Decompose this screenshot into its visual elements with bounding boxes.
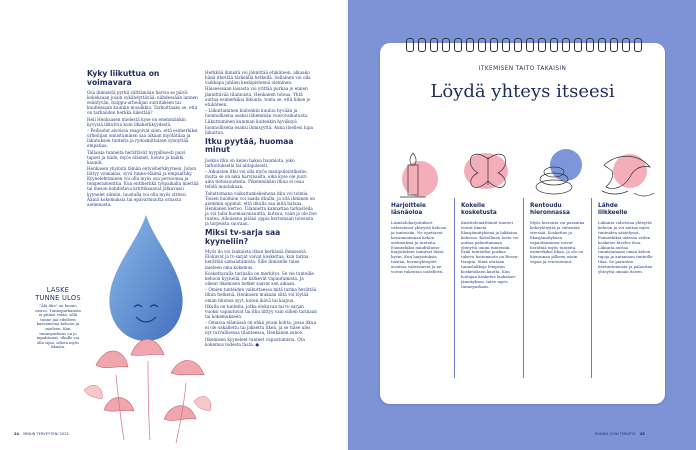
paragraph: – Peilisolut aivoissa reagoivat siien, että esimerkiksi urheilijan onnistuminen saa aikaan myötätilaa ja liikutuksen tunteita ja rydosmittaisen synnyttää empatiaa. <box>87 128 198 149</box>
magazine-name: KUINKA VOIN TERVEYS <box>595 432 636 436</box>
paragraph: Joskus itku on keino hakea huomiota, joko tarkoituksella tai alitajuisesti. <box>205 157 295 168</box>
paragraph: Itkemisen kyyneleet tunteet vapautumista. Ota kokemus todesta tästä. ● <box>205 336 305 347</box>
candle-illustration <box>386 135 450 205</box>
card-title <box>461 203 497 216</box>
paragraph: Heli Henksasen mielestä kyse on enemmänkin kyvystä liikuttua kuin ilkaherkkyydestä. <box>87 116 186 127</box>
binder-ring <box>406 38 414 52</box>
paragraph: Henkasen yhyitstä tämän entyisherkkyyteen. Johon liittyy voimakas, syvä tunne-eläimä ja empaattiky. Kyynelehtiminen voi olla myös osa persoonaa ja temperamenttia. Kun entiherkkä työpaikalla miettää tai meson kohdistava kriittiksaavat jatkavassi kyynelet silmiin, taustalla voi olla myös stressi. Ääniä kokemuksia tai epävarmuutta ornasta aiemmasta. <box>87 166 199 207</box>
card-title-line1: Harjoittele <box>391 203 426 209</box>
binder-ring <box>610 38 618 52</box>
card-title-line2: liikkeelle <box>598 209 628 216</box>
binder-ring <box>466 38 474 52</box>
binder-ring <box>586 38 594 52</box>
binder-ring <box>418 38 426 52</box>
card-title <box>391 203 426 216</box>
paragraph: Osa ihmisistä pyrkii välttämään harvia se päivä kokeksaan joiain sykähdyttävää: nähdessään lannen esiintyvän, huippu-urheilijan suoritaksen tai kuullessaan kauniin musiikkia. Tarkoittaako se, että on tarhaiiden herkkä liikettää? <box>87 90 198 116</box>
sidebar-title-line2: TUNNE ULOS <box>35 293 81 302</box>
paragraph: Tällaisia tunneita herättävät nyypillisesti paivi tapset ja taide, myös eläimet, luonto ja kaikki kauniit. <box>87 149 186 165</box>
right-footer <box>595 432 645 436</box>
card-title-line1: Lähde <box>598 203 618 209</box>
binder-ring <box>490 38 498 52</box>
paragraph: Liikuttuminen kumman kuitenkin hyväksyä luonnollisena osaksi ihmisyyttä. Anna itsellesi lupa liikuttua. <box>205 119 313 135</box>
card-body: Käsittelemättömät tunteet voivat ilmetä lihasjännityksinä ja lukkoina kehossa. Kehollinen hoito voi auttaa palauttamaan yhteyttä omiin tunteisiin. Erää tunteiden purkua tukeva hoitomuoto on Rosen-terapia. Siinä avataan tunnelukkoja lempeän kosketuksen kautta. Kun hoitajan kosketus laukaisee jännityksen, tulee myös tunnepurkaus. <box>461 220 519 289</box>
card-title-line2: läsnäoloa <box>391 209 423 216</box>
paragraph: Koskettavalla tarinalla on merkitys. Se vie tunteille kehoon kyyneliä, ne kätkevät vapautumista. Ja oikeat itkemisen hetket saavat sen aikaan. <box>205 270 314 287</box>
card-title-line1: Kokeile <box>461 203 485 209</box>
binder-ring <box>634 38 642 52</box>
card-title-line2: hieronnassa <box>530 209 570 216</box>
paragraph: Häiseessaan laisasta voi yrittää purkaa jo ennen jännittävää tilannusta, Henkanen toteaa. Yhtä auttaa esimerkiksi liikunta, tonta se, että liikee jo etukäteen. <box>205 86 311 107</box>
paragraph: – Omassa elämässä on ehkä jotain kohta, jossa itkua ei ole uskallettu tai jaksettu itkeä, ja se tulee ulos nyt turvallisessa tilanteessa, Henkanen sanoo. <box>205 320 317 336</box>
massage-stones-illustration <box>526 135 590 205</box>
page-number: 24 <box>14 432 20 436</box>
binder-ring <box>622 38 630 52</box>
section-heading: Itku pyytää, huomaa minut <box>205 136 294 155</box>
page-number: 25 <box>639 432 645 436</box>
paragraph: Itkulla on tunteita, jotka elokuvan tai tv-sarjan vuoksi vapautuvat tai itku liittyy vain siihen tarinaan tai kokemukseen. <box>205 303 317 319</box>
page-spine <box>346 0 350 450</box>
binder-ring <box>514 38 522 52</box>
card-title-line1: Rentoudu <box>530 203 562 209</box>
paragraph: – Omien tunteiden vaikuttaessa mitä tarina herättää itkun hetkenä. Henkasen mukaan siltä voi löytää oman itkunsa syyt, kuten ikävä tai kaipuu. <box>205 287 317 303</box>
left-footer <box>14 432 69 436</box>
card-title <box>530 203 570 216</box>
card-body: Liikunta vahvistaa yhteyttä kehoon ja voi auttaa myös tunteiden säätelyssä. Esimerkiksi uidessa veden kosketus hivelee ihoa. Liikunta auttaa tunnistamaan oman kehon rajoja ja antamaan tunteille tilaa. Se parantaa itsetuntemusta ja palauttaa yhteyttä omaan itseen. <box>598 220 653 275</box>
sidebar-body: "Älä itke" on huono neuvo. Tunnepurkausta ei pitäisi estää, sillä tunne jää edelleen kasvaneena kehoon ja mieleen. Kun tunnepurkaus on jo tapahtunut, itkulle voi olla sijaa, silloin myös itkusta. <box>35 303 81 350</box>
card-title <box>598 203 627 216</box>
notebook-kicker: ITKEMISEN TAITO TAKAISIN <box>478 66 567 72</box>
binder-ring <box>454 38 462 52</box>
binder-ring <box>598 38 606 52</box>
paragraph: – Liikuttuminen kuitenkin kuuluu hyvään ja luonnollisena osaksi lähemmän vuorovaikutusta. <box>205 108 309 119</box>
column-divider <box>523 198 524 378</box>
teardrop-flower-illustration <box>76 205 216 445</box>
magazine-name: MINUN TERVEYTENI 2023 <box>23 432 69 436</box>
paragraph: Herkkää ihmistä voi jännittää etukäteen, alkaako hänä itkettää tärkeällä hetkellä. Sellainen voi olla vaikkapa juhlien keskipisteenä oleminen. <box>205 70 311 86</box>
paragraph: Myös ilo voi laukaista itkun herkässä ihmisessä. Elokuvat ja tv-sarjat voivat koskettaa, kun tarina herättää samaistumista. Sille ihmiselle tulee mieleen oma kokemus. <box>205 249 309 270</box>
section-heading: Miksi tv-sarja saa kyyneliin? <box>205 228 281 246</box>
section-heading: Kyky liikuttua on voimavara <box>87 69 160 87</box>
notebook-title: Löydä yhteys itseesi <box>430 81 615 102</box>
binder-ring <box>442 38 450 52</box>
binder-ring <box>538 38 546 52</box>
paragraph: Tahattomana vaikuttamiskeinona itku voi toimia. Toisen huomion voi saada itkulla, ja sitä ihminen on aiemmin oppinut, että itkulla saa mitä haluaa, Henkanen kertoo. Tilannetta kannattaa tarkastella ja voi tulla huomaavaisuutta, kutsuu, vaan ja ole itse tuntea. Aikuisena pitäisi oppia kertomaan toiveista ja tarpeista suoraan. <box>205 190 317 227</box>
binder-ring <box>430 38 438 52</box>
binder-ring <box>502 38 510 52</box>
column-divider <box>454 198 455 378</box>
binder-ring <box>478 38 486 52</box>
binder-ring <box>574 38 582 52</box>
binder-ring <box>526 38 534 52</box>
paragraph: – Aikuisten itku voi olla myös manipulointikeino, mutta se on aika harvinaista, eikä kyse ole juuri aina tietoisuudesta. Pikemminkin itkua ei osaa tehdä muutakaan. <box>205 169 308 190</box>
binder-ring <box>562 38 570 52</box>
dolphin-illustration <box>594 135 658 205</box>
article-column-2 <box>205 70 317 348</box>
binder-ring <box>550 38 558 52</box>
butterfly-illustration <box>456 135 520 205</box>
card-title-line2: kosketusta <box>461 209 497 216</box>
article-column-1 <box>87 70 199 208</box>
card-body: Läsnäoloharjoitukset vahvistavat yhteyttä kehoon ja tunteisiin. Ne opettavat havainnoimaan kehon aistimuksia ja tunteita. Esimerkiksi mindfulness-harjoitukset toimivat tässä hyvin. Kun harjoituksia toistaa, hermoyhteydet aivoissa vahvistuvat ja ne voivat rakentua uudelleen. <box>391 220 447 275</box>
column-divider <box>591 198 592 378</box>
notebook-card <box>380 43 665 404</box>
card-body: Myös hieronta voi parantaa kehoyhteyttä ja vähentää stressiä. Koskettus ja lihasjännityksen vapauttaminen voivat herättää myös tunteita, esimerkiksi itkua, ja olo on hieronnan jälkeen usein vapaa ja rentoutunut. <box>530 220 585 265</box>
sidebar-title-line1: LASKE <box>46 286 70 294</box>
